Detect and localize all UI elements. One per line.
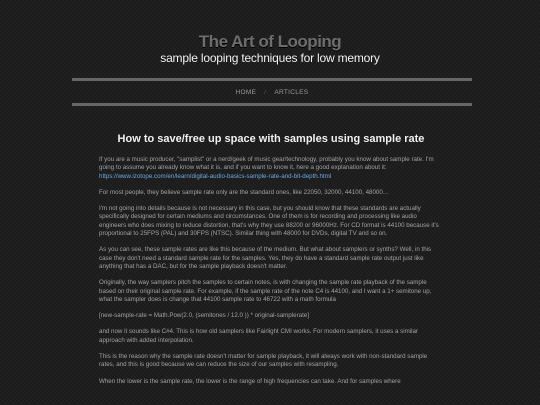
site-tagline: sample looping techniques for low memory — [160, 51, 380, 65]
nav-bottom-rule — [72, 103, 472, 106]
article-paragraph: When the lower is the sample rate, the lower is the range of high frequencies can take. And for samples where — [99, 377, 401, 385]
intro-text: If you are a music producer, "samplist" or a nerd/geek of music gear/technology, probably you know about sample rate. I'm going to assume you already know what it is, and if you want to know it, here a good explanation about it: — [99, 156, 434, 172]
article-paragraph: As you can see, these sample rates are like this because of the medium. But what about samplers or synths? Well, in this case they don't need a standard sample rate for the samples. Yes, they do have a standard sample rate output just like anything that has a DAC, but for the sample playback doesn't matter. — [99, 246, 432, 270]
article-title: How to save/free up space with samples using sample rate — [117, 133, 425, 145]
izotope-link[interactable]: https://www.izotope.com/en/learn/digital-audio-basics-sample-rate-and-bit-depth.html — [99, 172, 332, 180]
formula-paragraph: [new-sample-rate = Math.Pow(2.0, (semitones / 12.0 )) * original-samplerate] — [99, 312, 309, 320]
article-paragraph-intro — [99, 156, 443, 181]
nav-item-articles[interactable]: ARTICLES — [274, 88, 309, 96]
site-header — [0, 0, 540, 80]
article-paragraph: and now it sounds like C#4. This is how old samplers like Fairlight CMI works. For modern samplers, it uses a similar approach with added interpolation. — [99, 328, 418, 344]
article — [99, 128, 443, 405]
nav-item-home[interactable]: HOME — [235, 88, 257, 96]
article-paragraph: This is the reason why the sample rate doesn't matter for sample playback, it will always work with non-standard sample rates, and this is good because we can reduce the size of our samples with resampling. — [99, 353, 428, 369]
article-paragraph: I'm not going into details because is not necessary in this case, but you should know that these standards are actually specifically designed for certain mediums and circumstances. One of them is for recording and processing like audio engineers who does mixing to reduce distortion, that's why they use 88200 or 96000Hz. For CD format is 44100 because it's proportional to 25FPS (PAL) and 30FPS (NTSC). Similar thing with 48000 for DVDs, digital TV and so on. — [99, 205, 439, 238]
main-nav — [72, 81, 472, 103]
site-title[interactable]: The Art of Looping — [198, 32, 342, 51]
article-paragraph: Originally, the way samplers pitch the samples to certain notes, is with changing the sample rate playback of the sample based on their original sample rate. For example, if the sample rate of the note C4 is 44100, and I want a 1+ semitone up, what the sampler does is change that 44100 sample rate to 46722 with a math formula — [99, 279, 432, 303]
nav-separator: / — [264, 88, 267, 96]
article-paragraph: For most people, they believe sample rate only are the standard ones, like 22050, 32000, 44100, 48000… — [99, 188, 389, 196]
